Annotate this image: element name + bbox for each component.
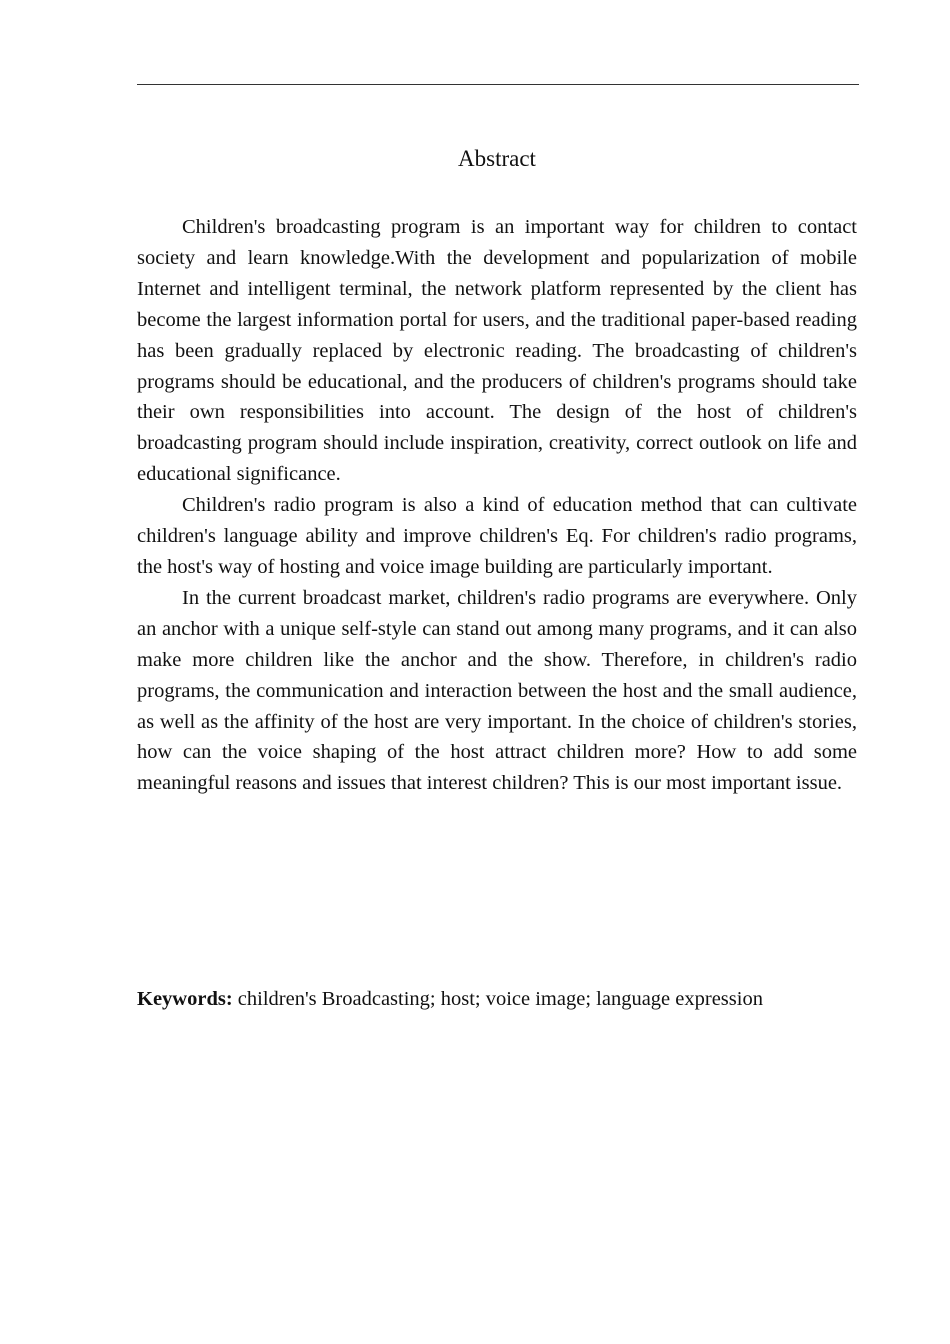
- keywords-text: children's Broadcasting; host; voice image; language expression: [237, 988, 763, 1010]
- keywords-line: [137, 984, 857, 1015]
- keywords-label: Keywords:: [137, 988, 233, 1010]
- abstract-paragraph-2: Children's radio program is also a kind of education method that can cultivate children's language ability and improve children's Eq. For children's radio programs, the host's way of hosting and voice image building are particularly important.: [137, 494, 857, 578]
- abstract-paragraph-1: Children's broadcasting program is an important way for children to contact society and learn knowledge.With the development and popularization of mobile Internet and intelligent terminal, the network platform represented by the client has become the largest information portal for users, and the traditional paper-based reading has been gradually replaced by electronic reading. The broadcasting of children's programs should be educational, and the producers of children's programs should take their own responsibilities into account. The design of the host of children's broadcasting program should include inspiration, creativity, correct outlook on life and educational significance.: [137, 216, 857, 486]
- abstract-body: [137, 212, 857, 799]
- header-rule: [137, 84, 859, 85]
- abstract-paragraph-3: In the current broadcast market, children's radio programs are everywhere. Only an anchor with a unique self-style can stand out among many programs, and it can also make more children like the anchor and the show. Therefore, in children's radio programs, the communication and interaction between the host and the small audience, as well as the affinity of the host are very important. In the choice of children's stories, how can the voice shaping of the host attract children more? How to add some meaningful reasons and issues that interest children? This is our most important issue.: [137, 586, 857, 795]
- abstract-title: Abstract: [458, 146, 536, 171]
